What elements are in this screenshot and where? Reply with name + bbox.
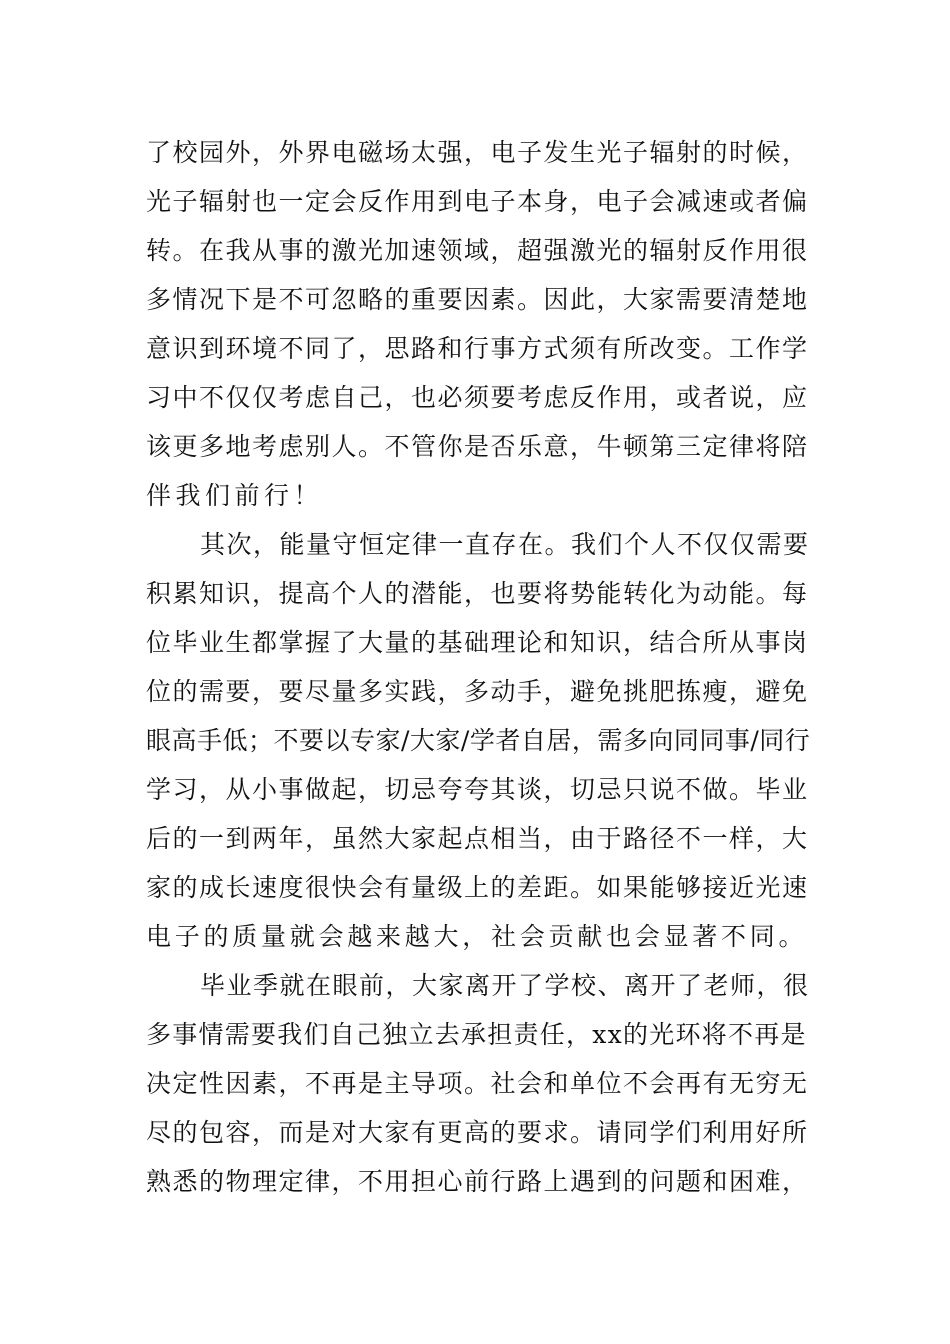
text-line: 该更多地考虑别人。不管你是否乐意，牛顿第三定律将陪 (146, 432, 809, 461)
document-body (146, 128, 810, 1206)
text-line: 眼高手低；不要以专家/大家/学者自居，需多向同同事/同行 (146, 726, 811, 755)
text-line: 熟悉的物理定律，不用担心前行路上遇到的问题和困难， (146, 1167, 809, 1196)
text-line: 积累知识，提高个人的潜能，也要将势能转化为动能。每 (146, 579, 809, 608)
text-line: 毕业季就在眼前，大家离开了学校、离开了老师，很 (200, 971, 810, 1000)
text-line: 习中不仅仅考虑自己，也必须要考虑反作用，或者说，应 (146, 383, 809, 412)
text-line: 其次，能量守恒定律一直存在。我们个人不仅仅需要 (200, 530, 810, 559)
text-line: 位的需要，要尽量多实践，多动手，避免挑肥拣瘦，避免 (146, 677, 809, 706)
text-line: 位毕业生都掌握了大量的基础理论和知识，结合所从事岗 (146, 628, 809, 657)
text-line: 伴我们前行！ (146, 481, 324, 510)
text-line: 光子辐射也一定会反作用到电子本身，电子会减速或者偏 (146, 187, 809, 216)
text-line: 后的一到两年，虽然大家起点相当，由于路径不一样，大 (146, 824, 809, 853)
paragraph-2 (146, 520, 810, 961)
text-line: 意识到环境不同了，思路和行事方式须有所改变。工作学 (146, 334, 809, 363)
text-line: 尽的包容，而是对大家有更高的要求。请同学们利用好所 (146, 1118, 809, 1147)
paragraph-1 (146, 128, 810, 520)
text-line: 家的成长速度很快会有量级上的差距。如果能够接近光速 (146, 873, 809, 902)
text-line: 多事情需要我们自己独立去承担责任，xx的光环将不再是 (146, 1020, 807, 1049)
text-line: 多情况下是不可忽略的重要因素。因此，大家需要清楚地 (146, 285, 809, 314)
text-line: 电子的质量就会越来越大，社会贡献也会显著不同。 (146, 922, 808, 951)
paragraph-3 (146, 961, 810, 1206)
text-line: 转。在我从事的激光加速领域，超强激光的辐射反作用很 (146, 236, 809, 265)
text-line: 了校园外，外界电磁场太强，电子发生光子辐射的时候， (146, 138, 809, 167)
text-line: 决定性因素，不再是主导项。社会和单位不会再有无穷无 (146, 1069, 809, 1098)
text-line: 学习，从小事做起，切忌夸夸其谈，切忌只说不做。毕业 (146, 775, 809, 804)
